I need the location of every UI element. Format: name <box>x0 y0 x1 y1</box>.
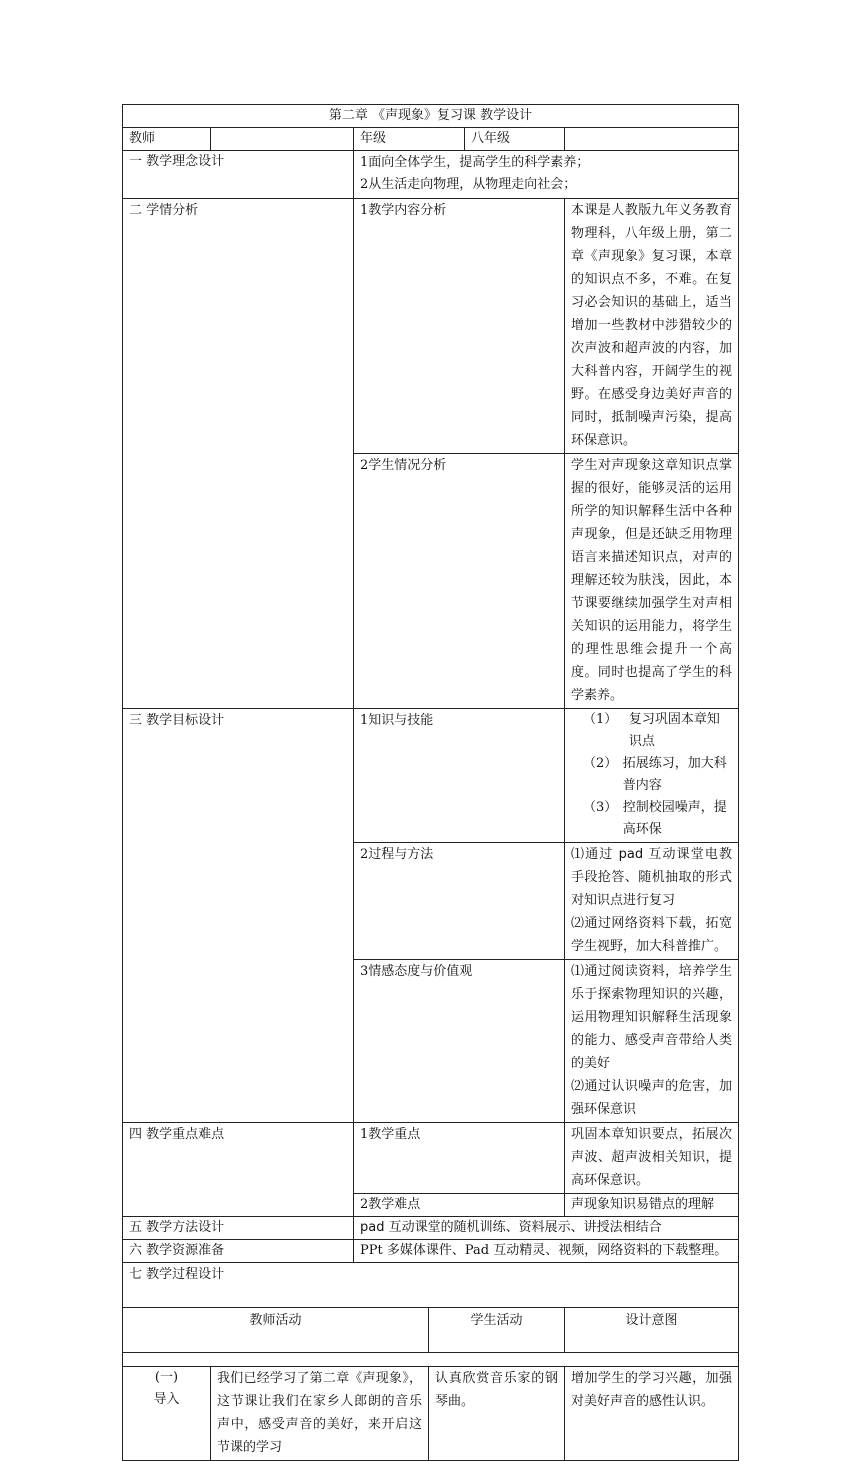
knowledge-skills-label: 1知识与技能 <box>354 709 565 843</box>
section-5-row <box>123 1217 739 1240</box>
emotion-values-content <box>565 960 739 1123</box>
key-point-text: 巩固本章知识要点，拓展次声波、超声波相关知识，提高环保意识。 <box>565 1123 739 1194</box>
step-1-student-text: 认真欣赏音乐家的钢琴曲。 <box>429 1367 565 1461</box>
section-1-label: 一 教学理念设计 <box>123 151 354 199</box>
section-7-row <box>123 1263 739 1308</box>
spacer-cell <box>123 1353 739 1367</box>
knowledge-item-2 <box>571 753 732 797</box>
student-analysis-label: 2学生情况分析 <box>354 454 565 709</box>
section-4-label: 四 教学重点难点 <box>123 1123 354 1217</box>
section-5-label: 五 教学方法设计 <box>123 1217 354 1240</box>
process-method-item-2: ⑵通过网络资料下载，拓宽学生视野，加大科普推广。 <box>571 916 733 954</box>
title-row <box>123 105 739 128</box>
content-analysis-label: 1教学内容分析 <box>354 199 565 454</box>
lesson-plan-document <box>122 104 738 1461</box>
step-1-intent-text: 增加学生的学习兴趣，加强对美好声音的感性认识。 <box>565 1367 739 1461</box>
step-1-teacher-text: 我们已经学习了第二章《声现象》，这节课让我们在家乡人郎朗的音乐声中，感受声音的美好，来开启这节课的学习 <box>211 1367 429 1461</box>
section-1-row <box>123 151 739 199</box>
section-2-row-a <box>123 199 739 454</box>
header-extra-cell <box>565 128 739 151</box>
process-item-1-suffix: 互动课堂电教手段抢答、随机抽取的形式对知识点进行复习 <box>571 847 733 908</box>
content-analysis-text: 本课是人教版九年义务教育物理科，八年级上册，第二章《声现象》复习课，本章的知识点不多，不难。在复习必会知识的基础上，适当增加一些教材中涉猎较少的次声波和超声波的内容，加大科普内容，开阔学生的视野。在感受身边美好声音的同时，抵制噪声污染，提高环保意识。 <box>565 199 739 454</box>
emotion-item-1: ⑴通过阅读资料，培养学生乐于探索物理知识的兴趣，运用物理知识解释生活现象的能力、感受声音带给人类的美好 <box>571 964 733 1071</box>
knowledge-item-2-text: 拓展练习，加大科普内容 <box>622 756 727 793</box>
emotion-item-2: ⑵通过认识噪声的危害，加强环保意识 <box>571 1079 733 1117</box>
difficulty-text: 声现象知识易错点的理解 <box>565 1194 739 1217</box>
section-4-row-a <box>123 1123 739 1194</box>
knowledge-item-3-num: （3） <box>583 800 618 815</box>
design-intent-header: 设计意图 <box>565 1308 739 1353</box>
step-1-cell <box>123 1367 211 1461</box>
section-1-line-2: 2从生活走向物理，从物理走向社会； <box>360 177 577 192</box>
section-6-row <box>123 1240 739 1263</box>
process-item-1-prefix: ⑴通过 <box>571 847 619 862</box>
section-5-pad: pad <box>360 1220 385 1235</box>
teacher-activity-header: 教师活动 <box>123 1308 429 1353</box>
knowledge-item-2-num: （2） <box>583 756 618 771</box>
teacher-label: 教师 <box>123 128 211 151</box>
key-point-label: 1教学重点 <box>354 1123 565 1194</box>
section-3-label: 三 教学目标设计 <box>123 709 354 1123</box>
section-1-line-1: 1面向全体学生，提高学生的科学素养； <box>360 155 590 170</box>
emotion-values-label: 3情感态度与价值观 <box>354 960 565 1123</box>
step-1-name: 导入 <box>153 1392 180 1407</box>
teacher-value <box>211 128 354 151</box>
header-row <box>123 128 739 151</box>
process-method-item-1 <box>571 843 732 912</box>
section-2-label: 二 学情分析 <box>123 199 354 709</box>
section-5-text: 互动课堂的随机训练、资料展示、讲授法相结合 <box>384 1220 662 1235</box>
lesson-plan-table <box>122 104 739 1461</box>
knowledge-item-1-text: 复习巩固本章知识点 <box>628 712 720 749</box>
process-method-content <box>565 843 739 960</box>
student-activity-header: 学生活动 <box>429 1308 565 1353</box>
grade-label: 年级 <box>354 128 465 151</box>
difficulty-label: 2教学难点 <box>354 1194 565 1217</box>
section-6-label: 六 教学资源准备 <box>123 1240 354 1263</box>
knowledge-item-3-text: 控制校园噪声，提高环保 <box>622 800 727 837</box>
knowledge-item-3 <box>571 797 732 841</box>
step-1-number: (一) <box>154 1370 179 1385</box>
section-1-content <box>354 151 739 199</box>
knowledge-item-1 <box>571 709 732 753</box>
section-3-row-a <box>123 709 739 843</box>
process-method-label: 2过程与方法 <box>354 843 565 960</box>
section-7-label: 七 教学过程设计 <box>123 1263 739 1308</box>
spacer-row <box>123 1353 739 1367</box>
student-analysis-text: 学生对声现象这章知识点掌握的很好，能够灵活的运用所学的知识解释生活中各种声现象，但是还缺乏用物理语言来描述知识点，对声的理解还较为肤浅，因此，本节课要继续加强学生对声相关知识的运用能力，将学生的理性思维会提升一个高度。同时也提高了学生的科学素养。 <box>565 454 739 709</box>
section-6-content: PPt 多媒体课件、Pad 互动精灵、视频，网络资料的下载整理。 <box>354 1240 739 1263</box>
knowledge-skills-list <box>565 709 739 843</box>
process-header-row <box>123 1308 739 1353</box>
knowledge-item-1-num: （1） <box>583 712 618 727</box>
grade-value: 八年级 <box>465 128 565 151</box>
document-title: 第二章 《声现象》复习课 教学设计 <box>123 105 739 128</box>
process-item-1-pad: pad <box>618 847 644 862</box>
section-5-content <box>354 1217 739 1240</box>
step-1-row <box>123 1367 739 1461</box>
